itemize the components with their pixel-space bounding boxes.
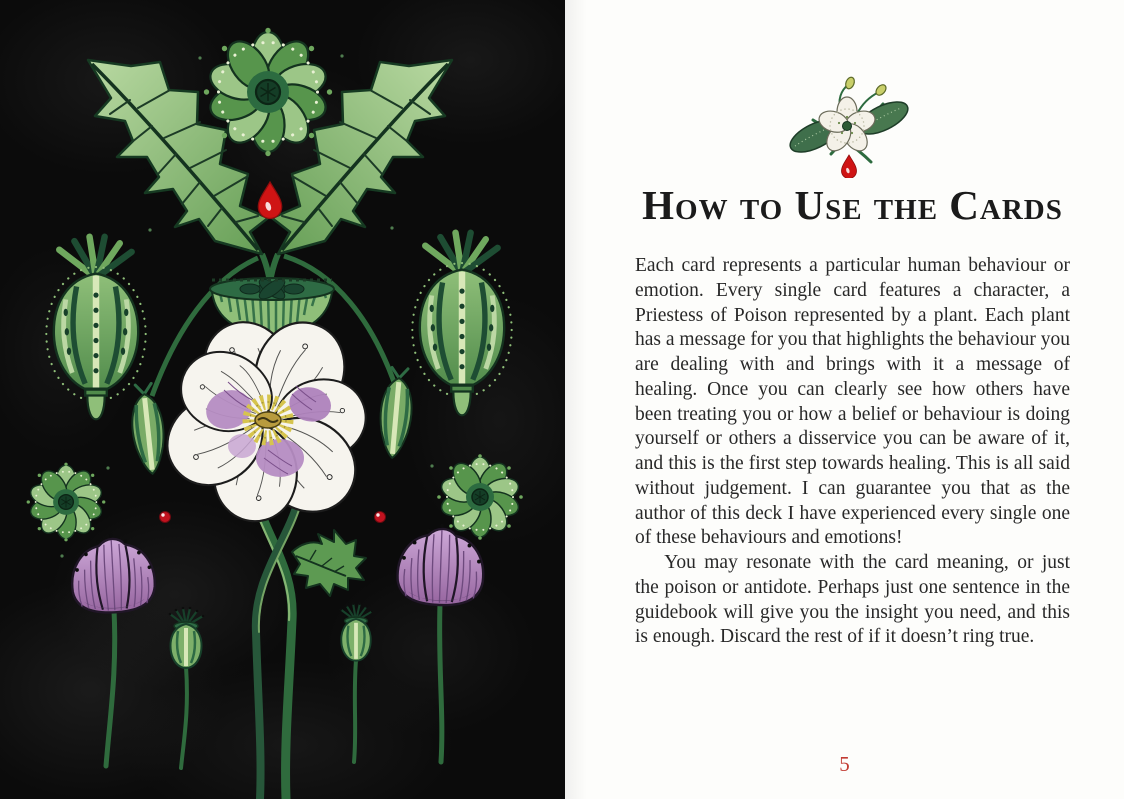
ornament-blood-drop-icon <box>841 155 856 178</box>
right-page <box>565 0 1124 799</box>
rosette-left <box>27 463 106 542</box>
paragraph-2: You may resonate with the card meaning, or just the poison or antidote. Perhaps just one sentence in the guidebook will give you the insight you need, and this is enough. Discard the rest of if it doesn’t ring true. <box>635 552 1070 648</box>
page-title: How to Use the Cards <box>642 182 1063 228</box>
page-content <box>565 0 1124 650</box>
paragraph-1: Each card represents a particular human behaviour or emotion. Every single card features a character, a Priestess of Poison represented by a plant. Each plant has a message for you that highlights the behaviour you are dealing with and brings with it a message of healing. Once you can clearly see how others have been treating you or how a belief or behaviour is doing yourself or others a disservice you can be aware of it, and this is the first step towards healing. This is all said without judgement. I can guarantee you that as the author of this deck I have experienced every single one of these behaviours and emotions! <box>635 255 1070 549</box>
rosette-top <box>204 28 332 156</box>
body-text <box>635 254 1070 650</box>
blossom-ornament <box>783 74 923 178</box>
berry-right <box>375 512 386 523</box>
berry-left <box>160 512 171 523</box>
page-number: 5 <box>839 752 850 776</box>
rosette-right <box>437 454 523 540</box>
ornament-flower <box>816 97 877 155</box>
